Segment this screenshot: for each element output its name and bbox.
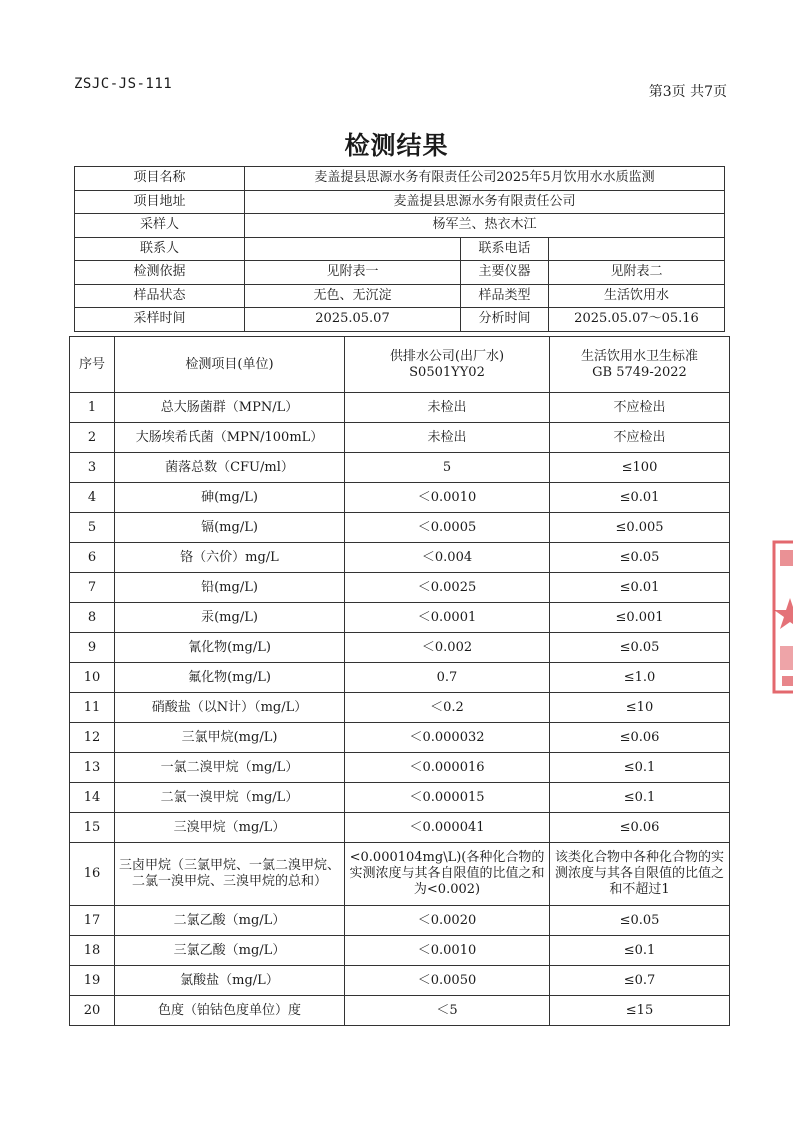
- row-result: ＜0.000015: [345, 783, 550, 813]
- sampler-label: 采样人: [75, 214, 245, 238]
- sample-type-label: 样品类型: [461, 284, 549, 308]
- row-item: 三卤甲烷（三氯甲烷、一氯二溴甲烷、二氯一溴甲烷、三溴甲烷的总和）: [115, 843, 345, 906]
- row-index: 11: [70, 693, 115, 723]
- document-code: ZSJC-JS-111: [74, 76, 173, 92]
- row-limit: ≤0.005: [550, 513, 730, 543]
- sampler-value: 杨军兰、热衣木江: [245, 214, 725, 238]
- row-result: ＜0.000016: [345, 753, 550, 783]
- col-sample-header-line2: S0501YY02: [409, 364, 485, 380]
- analysis-time-label: 分析时间: [461, 308, 549, 332]
- basis-label: 检测依据: [75, 261, 245, 285]
- table-row: [70, 693, 730, 723]
- info-row-contact: [75, 237, 725, 261]
- row-item: 色度（铂钴色度单位）度: [115, 996, 345, 1026]
- row-limit: 不应检出: [550, 423, 730, 453]
- table-row: [70, 936, 730, 966]
- col-standard-header-line1: 生活饮用水卫生标准: [580, 348, 698, 364]
- col-item-header: 检测项目(单位): [115, 337, 345, 393]
- page-info: 第3页 共7页: [648, 84, 727, 100]
- row-result: ＜0.0001: [345, 603, 550, 633]
- row-result: ＜0.0050: [345, 966, 550, 996]
- results-table: [69, 336, 730, 1026]
- row-item: 氟化物(mg/L): [115, 663, 345, 693]
- row-item: 三氯甲烷(mg/L): [115, 723, 345, 753]
- row-result: ＜0.2: [345, 693, 550, 723]
- row-limit: ≤0.05: [550, 543, 730, 573]
- row-result: 未检出: [345, 423, 550, 453]
- row-limit: ≤0.01: [550, 483, 730, 513]
- row-result: ＜0.0010: [345, 936, 550, 966]
- table-row: [70, 543, 730, 573]
- row-item: 一氯二溴甲烷（mg/L）: [115, 753, 345, 783]
- row-result: 未检出: [345, 393, 550, 423]
- info-row-basis: [75, 261, 725, 285]
- row-limit: ≤10: [550, 693, 730, 723]
- row-item: 铬（六价）mg/L: [115, 543, 345, 573]
- row-index: 13: [70, 753, 115, 783]
- row-item: 二氯一溴甲烷（mg/L）: [115, 783, 345, 813]
- row-index: 12: [70, 723, 115, 753]
- row-result: ＜0.004: [345, 543, 550, 573]
- table-row: [70, 633, 730, 663]
- table-row: [70, 513, 730, 543]
- row-limit: ≤0.1: [550, 936, 730, 966]
- official-seal: [768, 538, 793, 698]
- info-row-sampler: [75, 214, 725, 238]
- col-sample-header: [345, 337, 550, 393]
- row-item: 硝酸盐（以N计）（mg/L）: [115, 693, 345, 723]
- table-row: [70, 813, 730, 843]
- table-row: [70, 843, 730, 906]
- row-index: 8: [70, 603, 115, 633]
- row-result: ＜0.0005: [345, 513, 550, 543]
- phone-label: 联系电话: [461, 237, 549, 261]
- row-item: 铅(mg/L): [115, 573, 345, 603]
- table-row: [70, 453, 730, 483]
- row-limit: ≤100: [550, 453, 730, 483]
- col-index-header: 序号: [70, 337, 115, 393]
- row-index: 3: [70, 453, 115, 483]
- row-limit: ≤0.06: [550, 813, 730, 843]
- info-row-project-name: [75, 167, 725, 191]
- contact-label: 联系人: [75, 237, 245, 261]
- table-row: [70, 906, 730, 936]
- row-limit: 该类化合物中各种化合物的实测浓度与其各自限值的比值之和不超过1: [550, 843, 730, 906]
- row-result: ＜0.0010: [345, 483, 550, 513]
- row-item: 三溴甲烷（mg/L）: [115, 813, 345, 843]
- table-row: [70, 483, 730, 513]
- table-row: [70, 996, 730, 1026]
- results-header-row: [70, 337, 730, 393]
- row-result: <0.000104mg\L)(各种化合物的实测浓度与其各自限值的比值之和为<0.002): [345, 843, 550, 906]
- table-row: [70, 783, 730, 813]
- row-item: 砷(mg/L): [115, 483, 345, 513]
- instrument-value: 见附表二: [549, 261, 725, 285]
- row-result: ＜5: [345, 996, 550, 1026]
- row-result: ＜0.000041: [345, 813, 550, 843]
- project-name-label: 项目名称: [75, 167, 245, 191]
- row-index: 10: [70, 663, 115, 693]
- row-limit: 不应检出: [550, 393, 730, 423]
- sampling-time-label: 采样时间: [75, 308, 245, 332]
- row-index: 9: [70, 633, 115, 663]
- instrument-label: 主要仪器: [461, 261, 549, 285]
- project-name-value: 麦盖提县思源水务有限责任公司2025年5月饮用水水质监测: [245, 167, 725, 191]
- table-row: [70, 663, 730, 693]
- row-limit: ≤1.0: [550, 663, 730, 693]
- col-standard-header: [550, 337, 730, 393]
- row-item: 大肠埃希氏菌（MPN/100mL）: [115, 423, 345, 453]
- sample-state-value: 无色、无沉淀: [245, 284, 461, 308]
- row-limit: ≤0.05: [550, 633, 730, 663]
- row-index: 2: [70, 423, 115, 453]
- row-result: ＜0.000032: [345, 723, 550, 753]
- project-address-label: 项目地址: [75, 190, 245, 214]
- row-index: 5: [70, 513, 115, 543]
- table-row: [70, 723, 730, 753]
- row-item: 汞(mg/L): [115, 603, 345, 633]
- contact-value: [245, 237, 461, 261]
- sampling-time-value: 2025.05.07: [245, 308, 461, 332]
- phone-value: [549, 237, 725, 261]
- row-limit: ≤0.1: [550, 783, 730, 813]
- table-row: [70, 573, 730, 603]
- info-row-project-address: [75, 190, 725, 214]
- project-address-value: 麦盖提县思源水务有限责任公司: [245, 190, 725, 214]
- row-result: ＜0.002: [345, 633, 550, 663]
- row-item: 氯酸盐（mg/L）: [115, 966, 345, 996]
- row-index: 4: [70, 483, 115, 513]
- row-index: 20: [70, 996, 115, 1026]
- row-limit: ≤0.1: [550, 753, 730, 783]
- row-result: ＜0.0025: [345, 573, 550, 603]
- row-limit: ≤0.01: [550, 573, 730, 603]
- col-sample-header-line1: 供排水公司(出厂水): [389, 348, 505, 364]
- row-limit: ≤0.001: [550, 603, 730, 633]
- info-table: [74, 166, 725, 332]
- row-index: 14: [70, 783, 115, 813]
- row-index: 7: [70, 573, 115, 603]
- table-row: [70, 393, 730, 423]
- row-result: 0.7: [345, 663, 550, 693]
- row-index: 15: [70, 813, 115, 843]
- row-index: 1: [70, 393, 115, 423]
- table-row: [70, 423, 730, 453]
- sample-state-label: 样品状态: [75, 284, 245, 308]
- basis-value: 见附表一: [245, 261, 461, 285]
- info-row-sampling-time: [75, 308, 725, 332]
- row-limit: ≤15: [550, 996, 730, 1026]
- info-row-sample-state: [75, 284, 725, 308]
- table-row: [70, 753, 730, 783]
- row-index: 16: [70, 843, 115, 906]
- row-limit: ≤0.05: [550, 906, 730, 936]
- analysis-time-value: 2025.05.07～05.16: [549, 308, 725, 332]
- row-result: 5: [345, 453, 550, 483]
- col-standard-header-line2: GB 5749-2022: [592, 364, 687, 380]
- page-title: 检测结果: [344, 131, 449, 160]
- row-limit: ≤0.06: [550, 723, 730, 753]
- row-limit: ≤0.7: [550, 966, 730, 996]
- row-index: 6: [70, 543, 115, 573]
- sample-type-value: 生活饮用水: [549, 284, 725, 308]
- row-index: 19: [70, 966, 115, 996]
- row-item: 镉(mg/L): [115, 513, 345, 543]
- row-index: 17: [70, 906, 115, 936]
- table-row: [70, 603, 730, 633]
- row-item: 三氯乙酸（mg/L）: [115, 936, 345, 966]
- table-row: [70, 966, 730, 996]
- row-result: ＜0.0020: [345, 906, 550, 936]
- row-index: 18: [70, 936, 115, 966]
- row-item: 总大肠菌群（MPN/L）: [115, 393, 345, 423]
- row-item: 二氯乙酸（mg/L）: [115, 906, 345, 936]
- row-item: 氰化物(mg/L): [115, 633, 345, 663]
- row-item: 菌落总数（CFU/ml）: [115, 453, 345, 483]
